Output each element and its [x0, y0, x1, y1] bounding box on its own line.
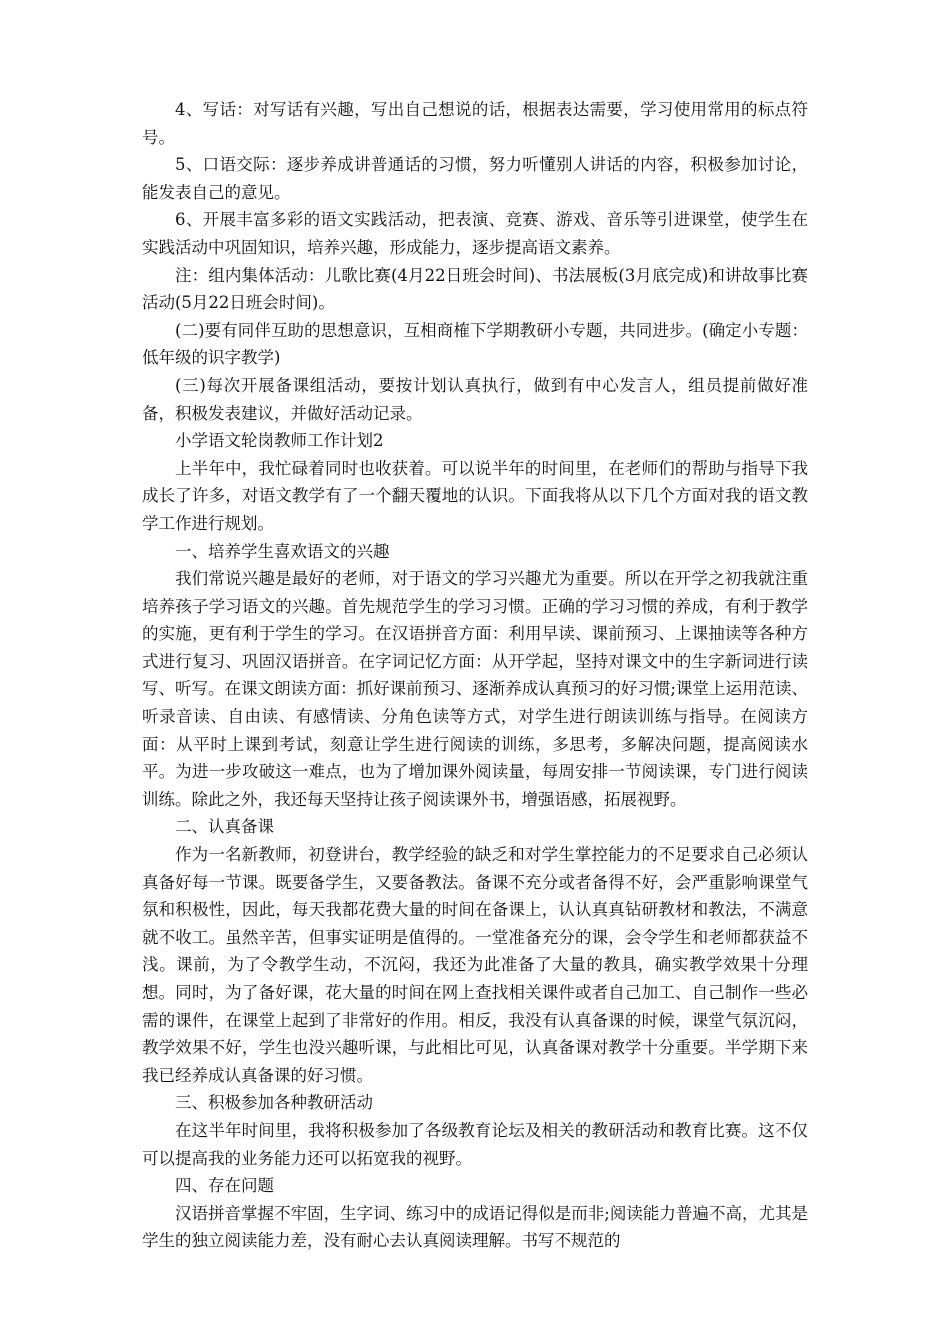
heading-problems: 四、存在问题: [175, 1176, 274, 1196]
paragraph-interest: 我们常说兴趣是最好的老师，对于语文的学习兴趣尤为重要。所以在开学之初我就注重培养孩子学习语文的兴趣。首先规范学生的学习习惯。正确的学习习惯的养成，有利于教学的实施，更有利于学生的学习。在汉语拼音方面：利用早读、课前预习、上课抽读等各种方式进行复习、巩固汉语拼音。在字词记忆方面：从开学起，坚持对课文中的生字新词进行读写、听写。在课文朗读方面：抓好课前预习、逐渐养成认真预习的好习惯;课堂上运用范读、听录音读、自由读、有感情读、分角色读等方式，对学生进行朗读训练与指导。在阅读方面：从平时上课到考试，刻意让学生进行阅读的训练，多思考，多解决问题，提高阅读水平。为进一步攻破这一难点，也为了增加课外阅读量，每周安排一节阅读课，专门进行阅读训练。除此之外，我还每天坚持让孩子阅读课外书，增强语感，拓展视野。: [142, 569, 808, 809]
heading-lesson-prep: 二、认真备课: [175, 817, 274, 837]
paragraph-research-activities: 在这半年时间里，我将积极参加了各级教育论坛及相关的教研活动和教育比赛。这不仅可以提高我的业务能力还可以拓宽我的视野。: [142, 1120, 808, 1168]
paragraph-intro: 上半年中，我忙碌着同时也收获着。可以说半年的时间里，在老师们的帮助与指导下我成长了许多，对语文教学有了一个翻天覆地的认识。下面我将从以下几个方面对我的语文教学工作进行规划。: [142, 458, 808, 533]
paragraph-practice-activities: 6、开展丰富多彩的语文实践活动，把表演、竞赛、游戏、音乐等引进课堂，使学生在实践活动中巩固知识，培养兴趣，形成能力，逐步提高语文素养。: [142, 210, 808, 257]
paragraph-problems: 汉语拼音掌握不牢固，生字词、练习中的成语记得似是而非;阅读能力普遍不高，尤其是学生的独立阅读能力差，没有耐心去认真阅读理解。书写不规范的: [142, 1203, 808, 1251]
paragraph-writing: 4、写话：对写话有兴趣，写出自己想说的话，根据表达需要，学习使用常用的标点符号。: [142, 100, 808, 147]
paragraph-oral-communication: 5、口语交际：逐步养成讲普通话的习惯，努力听懂别人讲话的内容，积极参加讨论，能发表自己的意见。: [142, 155, 808, 202]
section-title-plan-2: 小学语文轮岗教师工作计划2: [175, 431, 384, 451]
paragraph-lesson-prep: 作为一名新教师，初登讲台，教学经验的缺乏和对学生掌控能力的不足要求自己必须认真备好每一节课。既要备学生，又要备教法。备课不充分或者备得不好，会严重影响课堂气氛和积极性，因此，每天我都花费大量的时间在备课上，认认真真钻研教材和教法，不满意就不收工。虽然辛苦，但事实证明是值得的。一堂准备充分的课，会令学生和老师都获益不浅。课前，为了令教学生动，不沉闷，我还为此准备了大量的教具，确实教学效果十分理想。同时，为了备好课，花大量的时间在网上查找相关课件或者自己加工、自己制作一些必需的课件，在课堂上起到了非常好的作用。相反，我没有认真备课的时候，课堂气氛沉闷，教学效果不好，学生也没兴趣听课，与此相比可见，认真备课对教学十分重要。半学期下来我已经养成认真备课的好习惯。: [142, 845, 808, 1085]
paragraph-lesson-group: (三)每次开展备课组活动，要按计划认真执行，做到有中心发言人，组员提前做好准备，积极发表建议，并做好活动记录。: [142, 375, 808, 423]
document-page: [142, 96, 808, 1255]
heading-interest: 一、培养学生喜欢语文的兴趣: [175, 541, 390, 561]
paragraph-note-group-activities: 注：组内集体活动：儿歌比赛(4月22日班会时间)、书法展板(3月底完成)和讲故事比赛活动(5月22日班会时间)。: [142, 265, 808, 313]
paragraph-peer-support: (二)要有同伴互助的思想意识，互相商榷下学期教研小专题，共同进步。(确定小专题：低年级的识字教学): [142, 320, 808, 368]
heading-research-activities: 三、积极参加各种教研活动: [175, 1093, 373, 1113]
